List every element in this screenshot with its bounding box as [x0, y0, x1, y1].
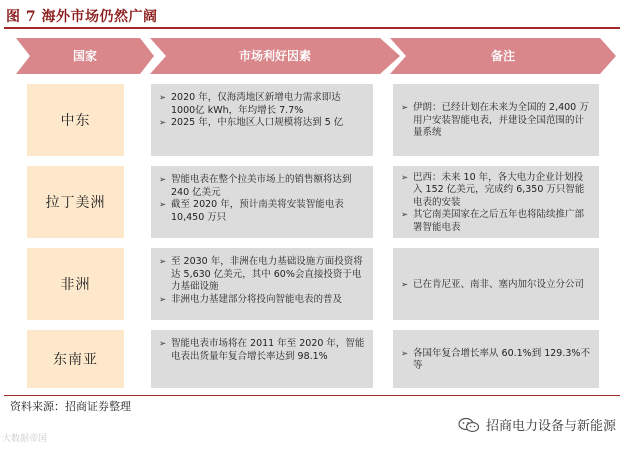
factors-cell	[151, 330, 373, 388]
factors-cell	[151, 84, 373, 156]
country-cell: 非洲	[27, 248, 124, 320]
factors-cell	[151, 248, 373, 320]
notes-cell	[393, 248, 599, 320]
list-item: ➢ 伊朗：已经计划在未来为全国的 2,400 万用户安装智能电表，并建设全国范围的计量系统	[401, 102, 591, 140]
header-notes	[390, 38, 616, 74]
title-divider	[4, 27, 620, 29]
list-item: ➢ 其它南美国家在之后五年也将陆续推广部署智能电表	[401, 209, 591, 234]
brand-badge	[458, 415, 616, 434]
list-item: ➢ 非洲电力基建部分将投向智能电表的普及	[159, 294, 365, 307]
source-divider	[4, 395, 620, 396]
list-item: ➢ 至 2030 年，非洲在电力基础设施方面投资将达 5,630 亿美元，其中 60%会直接投资于电力基础设施	[159, 256, 365, 294]
watermark: 大数据帝国	[2, 434, 48, 444]
header-notes-label: 备注	[490, 49, 515, 63]
list-item: ➢ 已在肯尼亚、南非、塞内加尔设立分公司	[401, 279, 584, 292]
source-note: 资料来源：招商证券整理	[10, 400, 131, 413]
list-item: ➢ 2025 年，中东地区人口规模将达到 5 亿	[159, 117, 365, 130]
country-cell: 拉丁美洲	[27, 166, 124, 238]
figure-title: 图 7 海外市场仍然广阔	[6, 9, 158, 25]
factors-list	[159, 256, 365, 306]
list-item: ➢ 截至 2020 年，预计南美将安装智能电表 10,450 万只	[159, 199, 365, 224]
country-cell: 东南亚	[27, 330, 124, 388]
notes-cell	[393, 330, 599, 388]
notes-list	[401, 172, 591, 235]
brand-name: 招商电力设备与新能源	[485, 419, 616, 434]
notes-list	[401, 279, 584, 292]
list-item: ➢ 智能电表市场将在 2011 年至 2020 年，智能电表出货量年复合增长率达到 98.1%	[159, 338, 365, 363]
header-factors	[150, 38, 400, 74]
header-factors-label: 市场利好因素	[238, 49, 311, 63]
factors-list	[159, 338, 365, 363]
country-cell: 中东	[27, 84, 124, 156]
list-item: ➢ 智能电表在整个拉美市场上的销售额将达到 240 亿美元	[159, 174, 365, 199]
notes-cell	[393, 166, 599, 238]
factors-cell	[151, 166, 373, 238]
notes-cell	[393, 84, 599, 156]
list-item: ➢ 巴西：未来 10 年，各大电力企业计划投入 152 亿美元，完成约 6,350 万只智能电表的安装	[401, 172, 591, 210]
header-country	[16, 38, 154, 74]
list-item: ➢ 2020 年，仅海湾地区新增电力需求即达 1000亿 kWh，年均增长 7.7%	[159, 92, 365, 117]
list-item: ➢ 各国年复合增长率从 60.1%到 129.3%不等	[401, 348, 591, 373]
notes-list	[401, 102, 591, 140]
factors-list	[159, 92, 365, 130]
factors-list	[159, 174, 365, 224]
header-country-label: 国家	[72, 49, 97, 63]
notes-list	[401, 348, 591, 373]
wechat-icon	[458, 417, 480, 433]
